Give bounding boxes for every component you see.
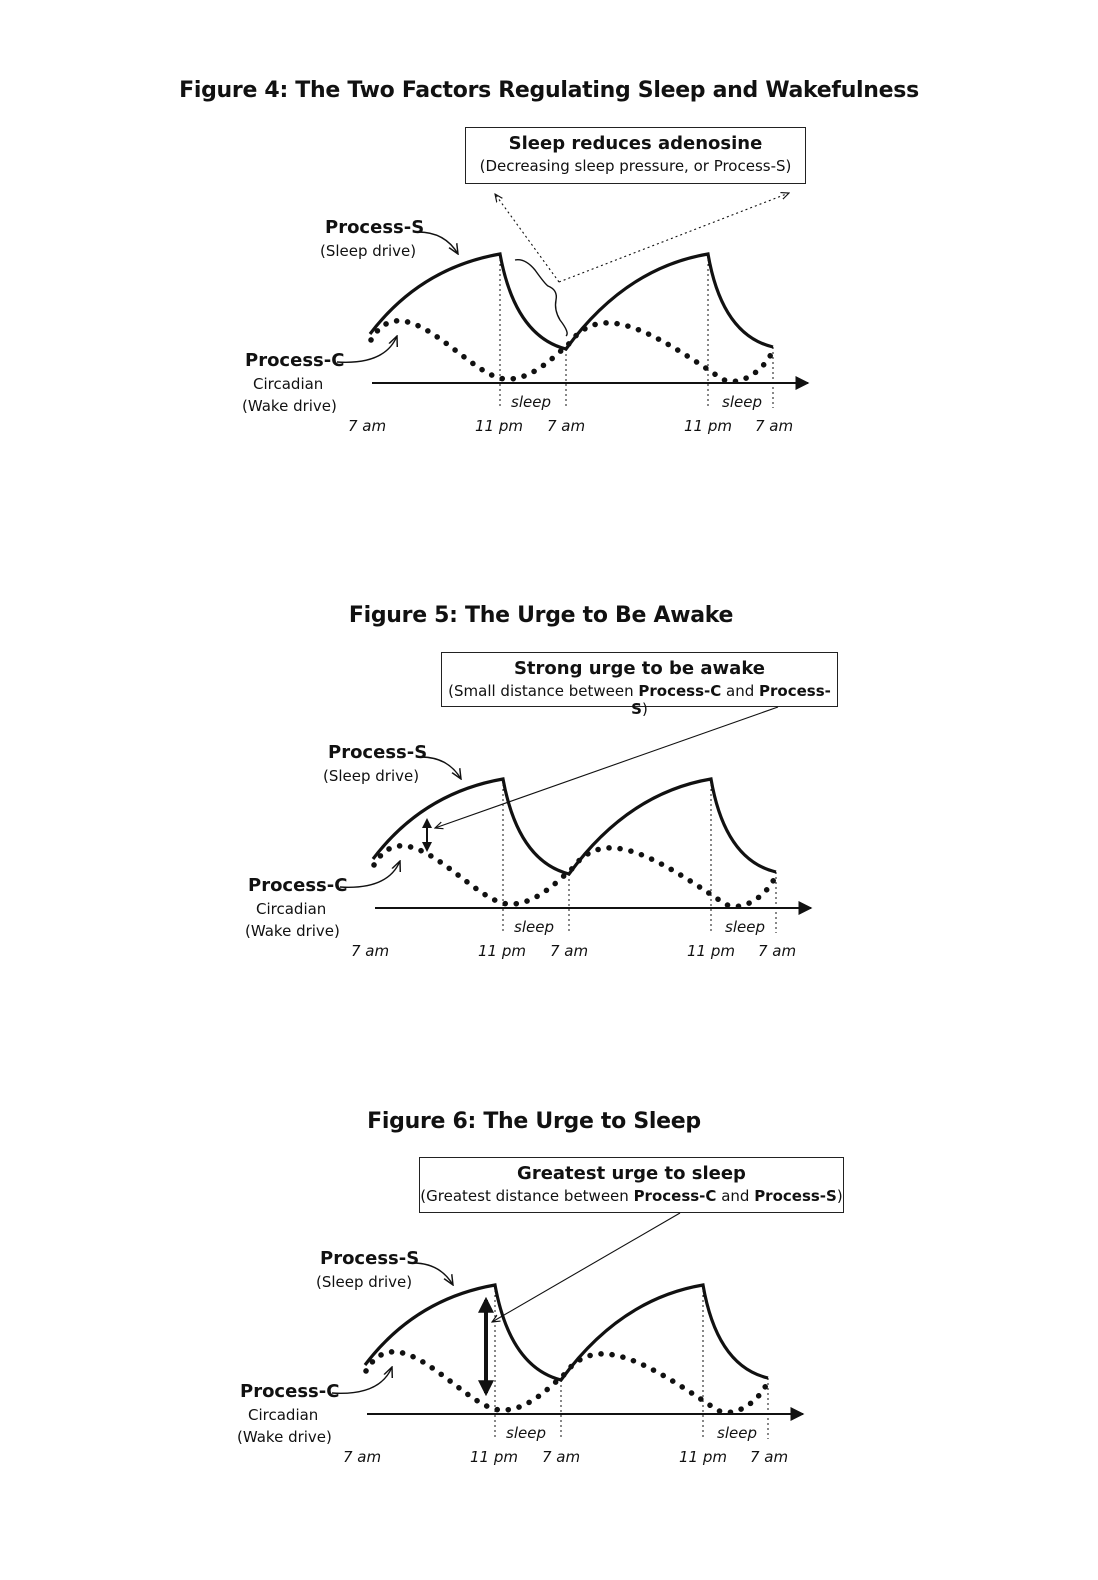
tick-label: 7 am xyxy=(758,942,797,960)
sleep-label: sleep xyxy=(717,1424,757,1442)
tick-label: 11 pm xyxy=(475,417,523,435)
process-c-label: Process-C xyxy=(245,350,345,371)
tick-label: 11 pm xyxy=(478,942,526,960)
tick-label: 11 pm xyxy=(679,1448,727,1466)
callout-subtext: (Decreasing sleep pressure, or Process-S) xyxy=(479,157,792,175)
callout-heading: Sleep reduces adenosine xyxy=(508,133,763,154)
tick-label: 7 am xyxy=(351,942,390,960)
process-s-curve xyxy=(365,1285,768,1380)
process-c-sub2: (Wake drive) xyxy=(245,922,340,940)
tick-label: 7 am xyxy=(755,417,794,435)
callout-heading: Greatest urge to sleep xyxy=(517,1163,746,1184)
process-c-sub1: Circadian xyxy=(248,1406,319,1424)
tick-label: 11 pm xyxy=(687,942,735,960)
process-s-sub: (Sleep drive) xyxy=(323,767,420,785)
figure-title: Figure 6: The Urge to Sleep xyxy=(367,1109,701,1134)
process-c-sub1: Circadian xyxy=(253,375,324,393)
callout-subtext: (Greatest distance between Process-C and Process-S) xyxy=(420,1187,843,1205)
figure-title: Figure 5: The Urge to Be Awake xyxy=(348,603,734,628)
callout-subtext: (Small distance between Process-C and Process-S) xyxy=(448,682,831,718)
sleep-label: sleep xyxy=(511,393,551,411)
tick-label: 11 pm xyxy=(470,1448,518,1466)
tick-label: 7 am xyxy=(348,417,387,435)
process-c-label: Process-C xyxy=(240,1381,340,1402)
tick-label: 7 am xyxy=(343,1448,382,1466)
process-c-curve xyxy=(366,1352,768,1413)
sleep-label: sleep xyxy=(514,918,554,936)
process-c-sub2: (Wake drive) xyxy=(242,397,337,415)
process-s-label: Process-S xyxy=(320,1248,420,1269)
process-s-sub: (Sleep drive) xyxy=(316,1273,413,1291)
sleep-label: sleep xyxy=(506,1424,546,1442)
process-s-pointer xyxy=(413,1263,453,1285)
tick-label: 7 am xyxy=(550,942,589,960)
callout-leader xyxy=(492,1213,680,1322)
sleep-label: sleep xyxy=(725,918,765,936)
process-c-sub2: (Wake drive) xyxy=(237,1428,332,1446)
sleep-label: sleep xyxy=(722,393,762,411)
process-s-label: Process-S xyxy=(325,217,425,238)
tick-label: 7 am xyxy=(750,1448,789,1466)
process-s-sub: (Sleep drive) xyxy=(320,242,417,260)
tick-label: 7 am xyxy=(542,1448,581,1466)
process-s-label: Process-S xyxy=(328,742,428,763)
callout-heading: Strong urge to be awake xyxy=(513,658,766,679)
tick-label: 11 pm xyxy=(684,417,732,435)
process-c-pointer xyxy=(332,1367,392,1393)
process-c-sub1: Circadian xyxy=(256,900,327,918)
figure-title: Figure 4: The Two Factors Regulating Sleep and Wakefulness xyxy=(179,78,919,103)
tick-label: 7 am xyxy=(547,417,586,435)
process-c-label: Process-C xyxy=(248,875,348,896)
